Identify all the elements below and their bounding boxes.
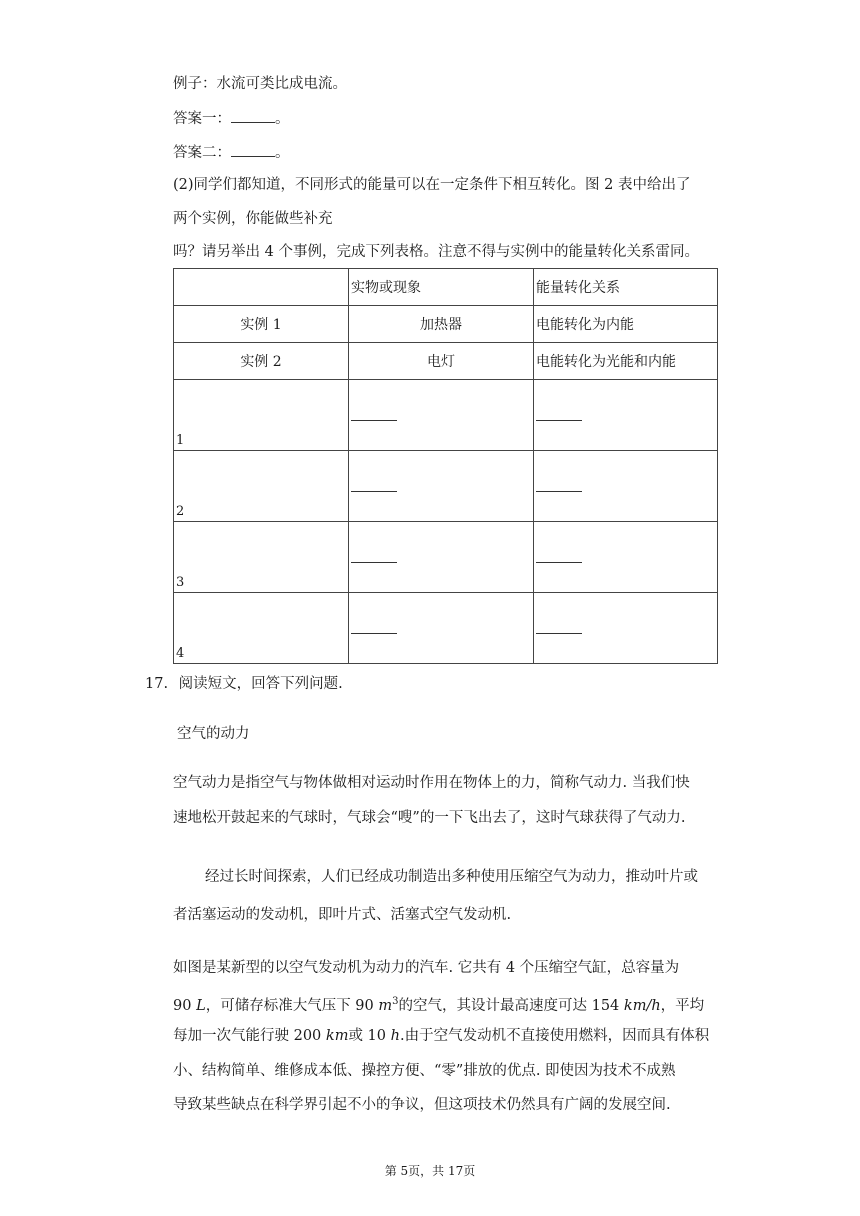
superscript: 3 (392, 996, 399, 1007)
row-number-cell (174, 380, 349, 451)
example-line: 例子：水流可类比成电流。 (173, 76, 347, 92)
row-number-cell (174, 451, 349, 522)
passage-p2-line1: 经过长时间探索，人们已经成功制造出多种使用压缩空气为动力，推动叶片或 (205, 869, 698, 885)
item-answer-blank[interactable] (351, 562, 397, 563)
page-footer: 第 5页，共 17页 (384, 1164, 476, 1178)
answer1-period: 。 (275, 111, 290, 127)
passage-title: 空气的动力 (177, 726, 250, 742)
unit-km: km (325, 1028, 349, 1044)
table-row (174, 306, 718, 343)
answer2-period: 。 (275, 145, 290, 161)
item-answer-cell[interactable] (349, 522, 534, 593)
part2-line3: 吗？请另举出 4 个事例，完成下列表格。注意不得与实例中的能量转化关系雷同。 (173, 244, 699, 260)
text: .由于空气发动机不直接使用燃料，因而具有体积 (399, 1028, 710, 1044)
item-answer-blank[interactable] (351, 633, 397, 634)
table-row (174, 380, 718, 451)
text: 每加一次气能行驶 200 (173, 1028, 326, 1044)
text: 的空气，其设计最高速度可达 154 (398, 997, 624, 1014)
example-relation: 电能转化为光能和内能 (534, 343, 718, 380)
relation-answer-cell[interactable] (534, 593, 718, 664)
question-17-header (145, 674, 343, 694)
item-answer-cell[interactable] (349, 451, 534, 522)
table-row (174, 343, 718, 380)
example-label: 实例 1 (174, 306, 349, 343)
relation-answer-blank[interactable] (536, 420, 582, 421)
example-item: 加热器 (349, 306, 534, 343)
question-prompt: 阅读短文，回答下列问题. (178, 676, 343, 692)
passage-p3-line4: 小、结构简单、维修成本低、操控方便、“零”排放的优点. 即使因为技术不成熟 (173, 1063, 676, 1079)
passage-p1-line1: 空气动力是指空气与物体做相对运动时作用在物体上的力，简称气动力. 当我们快 (173, 775, 690, 791)
relation-answer-blank[interactable] (536, 562, 582, 563)
header-cell-empty (174, 269, 349, 306)
table-header-row (174, 269, 718, 306)
relation-answer-cell[interactable] (534, 451, 718, 522)
answer2-line (173, 142, 290, 163)
row-number: 1 (176, 433, 185, 448)
example-label: 实例 2 (174, 343, 349, 380)
table-row (174, 522, 718, 593)
row-number: 2 (176, 504, 185, 519)
energy-conversion-table (173, 268, 718, 664)
text: ，平均 (660, 997, 705, 1014)
relation-answer-blank[interactable] (536, 491, 582, 492)
row-number-cell (174, 522, 349, 593)
answer2-label: 答案二： (173, 145, 231, 161)
answer1-label: 答案一： (173, 111, 231, 127)
answer1-line (173, 108, 290, 129)
relation-answer-cell[interactable] (534, 522, 718, 593)
relation-answer-blank[interactable] (536, 633, 582, 634)
text: 或 10 (348, 1028, 391, 1044)
table-row (174, 593, 718, 664)
passage-p3-line2 (173, 992, 704, 1016)
question-number: 17. (145, 676, 169, 692)
row-number: 4 (176, 646, 185, 661)
example-item: 电灯 (349, 343, 534, 380)
passage-p1-line2: 速地松开鼓起来的气球时，气球会“嗖”的一下飞出去了，这时气球获得了气动力. (173, 810, 686, 826)
answer1-blank[interactable] (231, 108, 275, 123)
item-answer-blank[interactable] (351, 491, 397, 492)
unit-liter: L (196, 997, 206, 1014)
header-cell-relation: 能量转化关系 (534, 269, 718, 306)
row-number: 3 (176, 575, 185, 590)
item-answer-cell[interactable] (349, 593, 534, 664)
unit-hour: h (390, 1028, 400, 1044)
text: ，可储存标准大气压下 90 (205, 997, 379, 1014)
unit-cubic-meter: m (378, 997, 393, 1014)
table-row (174, 451, 718, 522)
part2-line1: (2)同学们都知道，不同形式的能量可以在一定条件下相互转化。图 2 表中给出了 (173, 177, 691, 193)
example-relation: 电能转化为内能 (534, 306, 718, 343)
part2-line2: 两个实例，你能做些补充 (173, 211, 333, 227)
item-answer-cell[interactable] (349, 380, 534, 451)
relation-answer-cell[interactable] (534, 380, 718, 451)
text: 90 (173, 997, 197, 1014)
passage-p2-line2: 者活塞运动的发动机，即叶片式、活塞式空气发动机. (173, 907, 512, 923)
header-cell-item: 实物或现象 (349, 269, 534, 306)
passage-p3-line5: 导致某些缺点在科学界引起不小的争议，但这项技术仍然具有广阔的发展空间. (173, 1097, 671, 1113)
row-number-cell (174, 593, 349, 664)
passage-p3-line3 (173, 1026, 709, 1046)
item-answer-blank[interactable] (351, 420, 397, 421)
unit-speed: km/h (623, 997, 661, 1014)
passage-p3-line1: 如图是某新型的以空气发动机为动力的汽车. 它共有 4 个压缩空气缸，总容量为 (173, 960, 680, 976)
answer2-blank[interactable] (231, 142, 275, 157)
